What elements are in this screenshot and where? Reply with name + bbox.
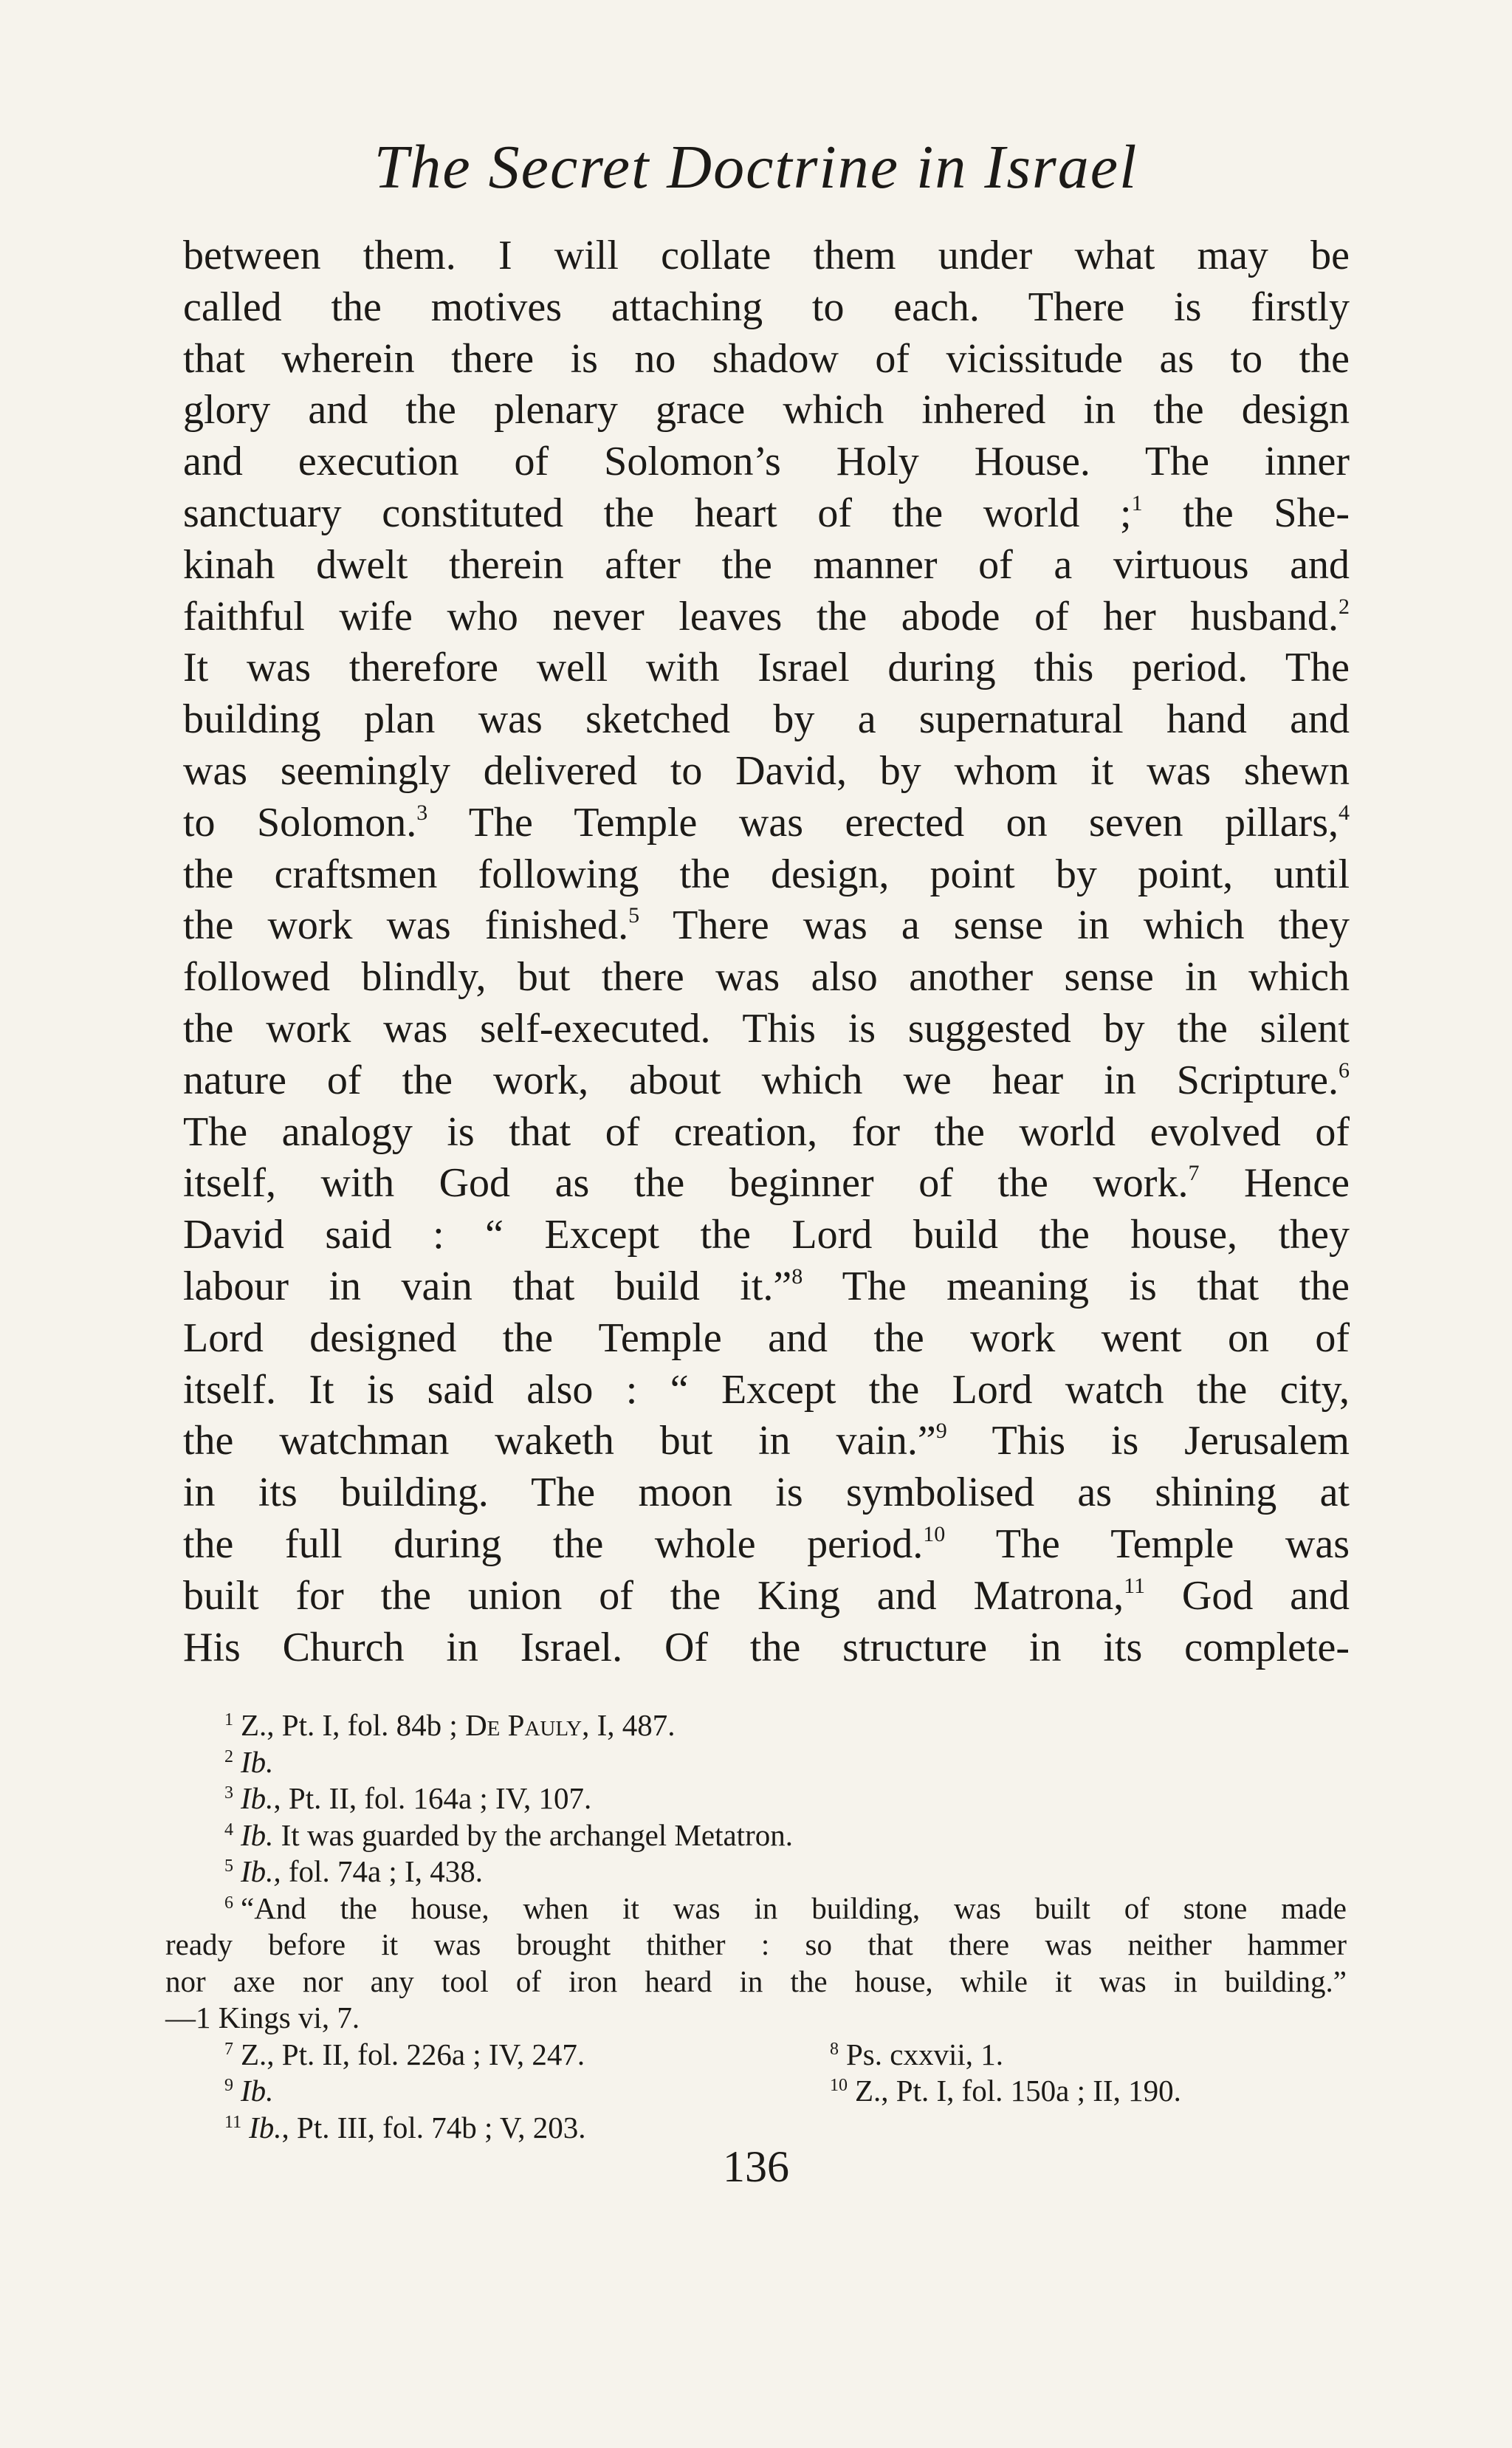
body-line: itself. It is said also : “ Except the Lord watch the city, — [183, 1366, 1350, 1413]
footnote-6-line-2: ready before it was brought thither : so that there was neither hammer — [165, 1927, 1347, 1961]
footnote-ref: 1 — [1131, 490, 1143, 515]
page-number: 136 — [723, 2142, 789, 2191]
footnote-8: $^8$ Ps. cxxvii, 1. — [830, 2037, 1003, 2071]
body-line: that wherein there is no shadow of vicissitude as to the — [183, 335, 1350, 382]
body-line: faithful wife who never leaves the abode of her husband.$^2$ — [183, 593, 1350, 640]
footnote-1: $^1$ Z., Pt. I, fol. 84b ; De Pauly, I, 487. — [224, 1708, 676, 1742]
footnote-ref: 3 — [416, 800, 428, 825]
body-line: the full during the whole period.$^{10}$ The Temple was — [183, 1520, 1350, 1567]
footnote-ref: 11 — [1124, 1573, 1146, 1598]
footnote-9: $^9$ Ib. — [224, 2074, 274, 2108]
footnote-ref: 4 — [1339, 800, 1350, 825]
footnote-6: $^6$ “And the house, when it was in building, was built of stone made — [224, 1890, 1347, 1925]
footnote-ref: 7 — [1188, 1161, 1200, 1186]
body-line: called the motives attaching to each. There is firstly — [183, 284, 1350, 330]
body-line: the work was self-executed. This is suggested by the silent — [183, 1005, 1350, 1052]
footnote-5: $^5$ Ib., fol. 74a ; I, 438. — [224, 1854, 483, 1888]
footnote-ref: 6 — [1339, 1057, 1350, 1083]
footnotes — [165, 1707, 1347, 2146]
footnote-6-line-4: —1 Kings vi, 7. — [165, 2000, 360, 2034]
footnote-ref: 2 — [1339, 594, 1350, 619]
body-line: was seemingly delivered to David, by whom it was shewn — [183, 747, 1350, 794]
body-line: to Solomon.$^3$ The Temple was erected on seven pillars,$^4$ — [183, 799, 1350, 846]
body-line: The analogy is that of creation, for the world evolved of — [183, 1108, 1350, 1155]
footnote-ref: 9 — [935, 1419, 947, 1444]
footnote-2: $^2$ Ib. — [224, 1744, 274, 1779]
body-line: the watchman waketh but in vain.”$^9$ This is Jerusalem — [183, 1418, 1350, 1464]
footnote-7: $^7$ Z., Pt. II, fol. 226a ; IV, 247. — [224, 2037, 585, 2071]
body-line: followed blindly, but there was also another sense in which — [183, 954, 1350, 1001]
body-line: It was therefore well with Israel during this period. The — [183, 645, 1350, 691]
body-line: building plan was sketched by a supernatural hand and — [183, 696, 1350, 743]
body-line: sanctuary constituted the heart of the world ;$^1$ the She- — [183, 490, 1350, 536]
body-line: nature of the work, about which we hear in Scripture.$^6$ — [183, 1057, 1350, 1103]
body-line: labour in vain that build it.”$^8$ The meaning is that the — [183, 1263, 1350, 1309]
body-line: David said : “ Except the Lord build the house, they — [183, 1212, 1350, 1258]
body-line: built for the union of the King and Matrona,$^{11}$ God and — [183, 1572, 1350, 1619]
body-line: Lord designed the Temple and the work went on of — [183, 1314, 1350, 1361]
body-line: and execution of Solomon’s Holy House. The inner — [183, 439, 1350, 485]
body-line: between them. I will collate them under what may be — [183, 233, 1350, 278]
body-line: itself, with God as the beginner of the work.$^7$ Hence — [183, 1160, 1350, 1207]
footnote-ref: 10 — [923, 1521, 946, 1546]
footnote-3: $^3$ Ib., Pt. II, fol. 164a ; IV, 107. — [224, 1781, 592, 1815]
body-line: glory and the plenary grace which inhered in the design — [183, 387, 1350, 433]
running-head: The Secret Doctrine in Israel — [374, 133, 1138, 202]
body-line: kinah dwelt therein after the manner of a virtuous and — [183, 541, 1350, 588]
body-text — [183, 230, 1350, 1673]
body-line: the work was finished.$^5$ There was a sense in which they — [183, 902, 1350, 949]
footnote-ref: 8 — [791, 1264, 803, 1289]
footnote-10: $^{10}$ Z., Pt. I, fol. 150a ; II, 190. — [830, 2074, 1181, 2108]
body-line: the craftsmen following the design, point by point, until — [183, 851, 1350, 897]
footnote-4: $^4$ Ib. It was guarded by the archangel Metatron. — [224, 1817, 793, 1852]
footnote-11: $^{11}$ Ib., Pt. III, fol. 74b ; V, 203. — [224, 2110, 586, 2144]
footnote-ref: 5 — [628, 903, 640, 928]
body-line: His Church in Israel. Of the structure in its complete- — [183, 1624, 1350, 1670]
body-line: in its building. The moon is symbolised as shining at — [183, 1470, 1350, 1516]
footnote-6-line-3: nor axe nor any tool of iron heard in the house, while it was in building.” — [165, 1964, 1347, 1998]
